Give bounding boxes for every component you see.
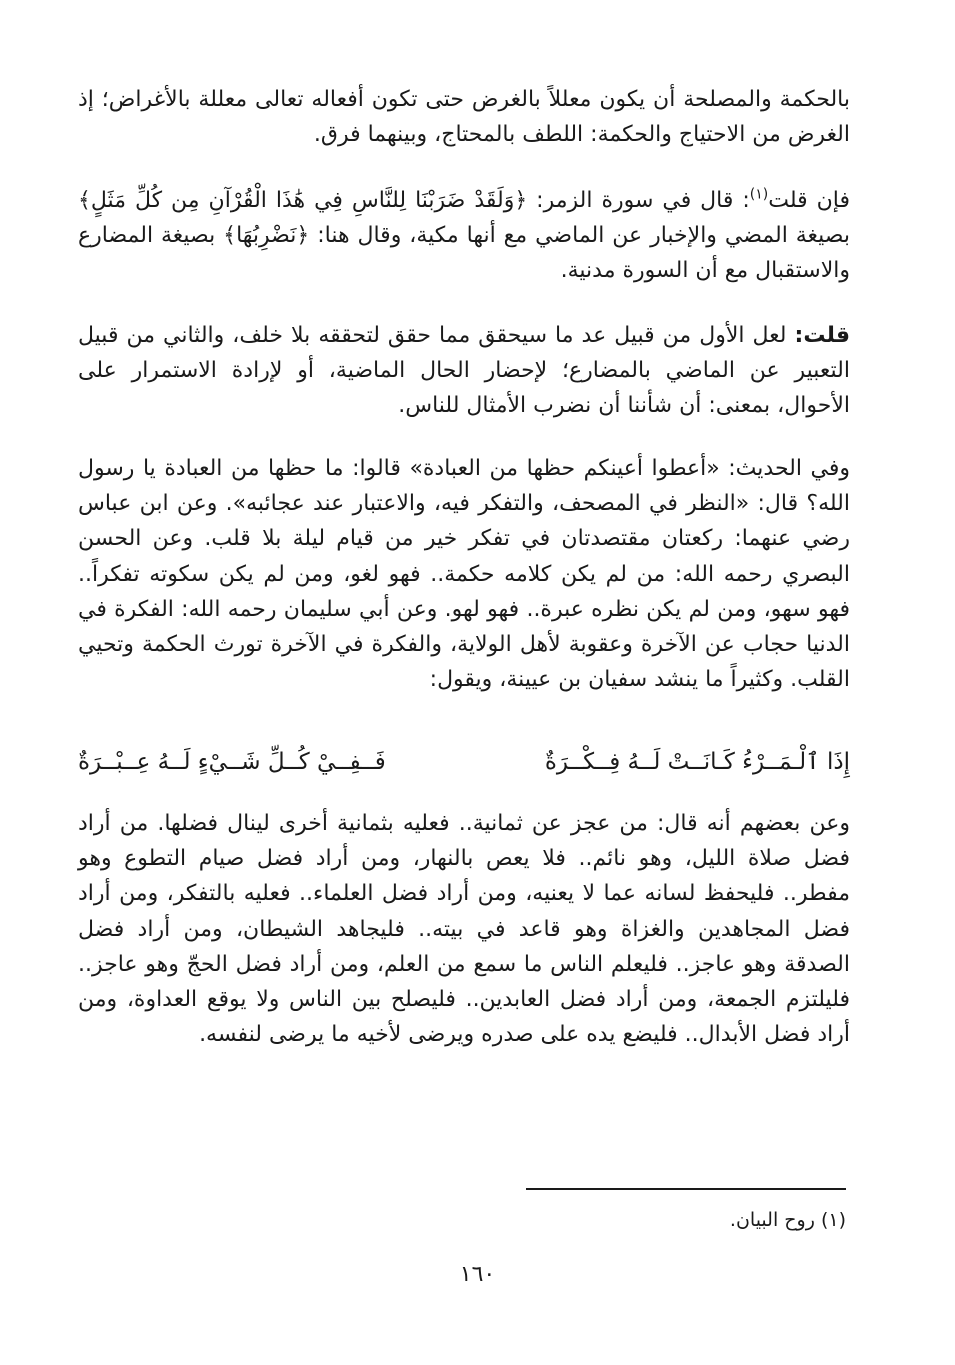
paragraph-question (78, 183, 850, 289)
answer-text: لعل الأول من قبيل عد ما سيحقق مما حقق لتحققه بلا خلف، والثاني من قبيل التعبير عن الماضي بالمضارع؛ لإحضار الحال الماضية، أو لإرادة الاستمرار على الأحوال، بمعنى: أن شأننا أن نضرب الأمثال للناس. (78, 323, 850, 419)
footnote-marker: (١) (820, 1209, 846, 1231)
page-number: ١٦٠ (459, 1262, 496, 1287)
paragraph-text: بالحكمة والمصلحة أن يكون معللاً بالغرض حتى تكون أفعاله تعالى معللة بالأغراض؛ إذ الغرض من الاحتياج والحكمة: اللطف بالمحتاج، وبينهما فرق. (78, 87, 850, 148)
poetry-verse (78, 742, 850, 782)
verse-first-hemistich: إِذَا ٱلْـمَــرْءُ كَـانَــتْ لَــهُ فِــكْــرَةٌ (544, 749, 850, 775)
question-lead: فإن قلت (768, 188, 850, 213)
footnote-separator (526, 1188, 846, 1190)
footnote-text: روح البيان. (729, 1209, 815, 1231)
paragraph-hikma (78, 82, 850, 152)
hadith-text: وفي الحديث: «أعطوا أعينكم حظها من العبادة» قالوا: ما حظها من العبادة يا رسول الله؟ قال: «النظر في المصحف، والتفكر فيه، والاعتبار عند عجائبه». وعن ابن عباس رضي عنهما: ركعتان مقتصدتان في تفكر خير من قيام ليلة بلا قلب. وعن الحسن البصري رحمه الله: من لم يكن كلامه حكمة.. فهو لغو، ومن لم يكن سكوته تفكراً.. فهو سهو، ومن لم يكن نظره عبرة.. فهو لهو. وعن أبي سليمان رحمه الله: الفكرة في الدنيا حجاب عن الآخرة وعقوبة لأهل الولاية، والفكرة في الآخرة تورث الحكمة وتحيي القلب. وكثيراً ما ينشد سفيان بن عيينة، ويقول: (78, 456, 850, 693)
paragraph-eight (78, 806, 850, 1052)
answer-lead: قلت: (794, 323, 850, 348)
footnote (500, 1205, 846, 1235)
eight-text: وعن بعضهم أنه قال: من عجز عن ثمانية.. فعليه بثمانية أخرى لينال فضلها. من أراد فضل صلاة الليل، وهو نائم.. فلا يعص بالنهار، ومن أراد فضل صيام التطوع وهو مفطر.. فليحفظ لسانه عما لا يعنيه، ومن أراد فضل العلماء.. فعليه بالتفكر، ومن أراد فضل المجاهدين والغزاة وهو قاعد في بيته.. فليجاهد الشيطان، ومن أراد فضل الصدقة وهو عاجز.. فليعلم الناس ما سمع من العلم، ومن أراد فضل الحجّ وهو عاجز.. فليلتزم الجمعة، ومن أراد فضل العابدين.. فليصلح بين الناس ولا يوقع العداوة، ومن أراد فضل الأبدال.. فليضع يده على صدره ويرضى لأخيه ما يرضى لنفسه. (78, 811, 850, 1048)
question-text: : قال في سورة الزمر: ﴿وَلَقَدْ ضَرَبْنَا لِلنَّاسِ فِي هَٰذَا الْقُرْآنِ مِن كُلِّ مَثَلٍ﴾ بصيغة المضي والإخبار عن الماضي مع أنها مكية، وقال هنا: ﴿نَضْرِبُهَا﴾ بصيغة المضارع والاستقبال مع أن السورة مدنية. (78, 188, 850, 284)
footnote-reference: (١) (749, 186, 769, 203)
paragraph-answer (78, 318, 850, 424)
verse-second-hemistich: فَــفِــيْ كُــلِّ شَــيْءٍ لَــهُ عِــبْــرَةٌ (78, 749, 386, 775)
paragraph-hadith (78, 451, 850, 697)
